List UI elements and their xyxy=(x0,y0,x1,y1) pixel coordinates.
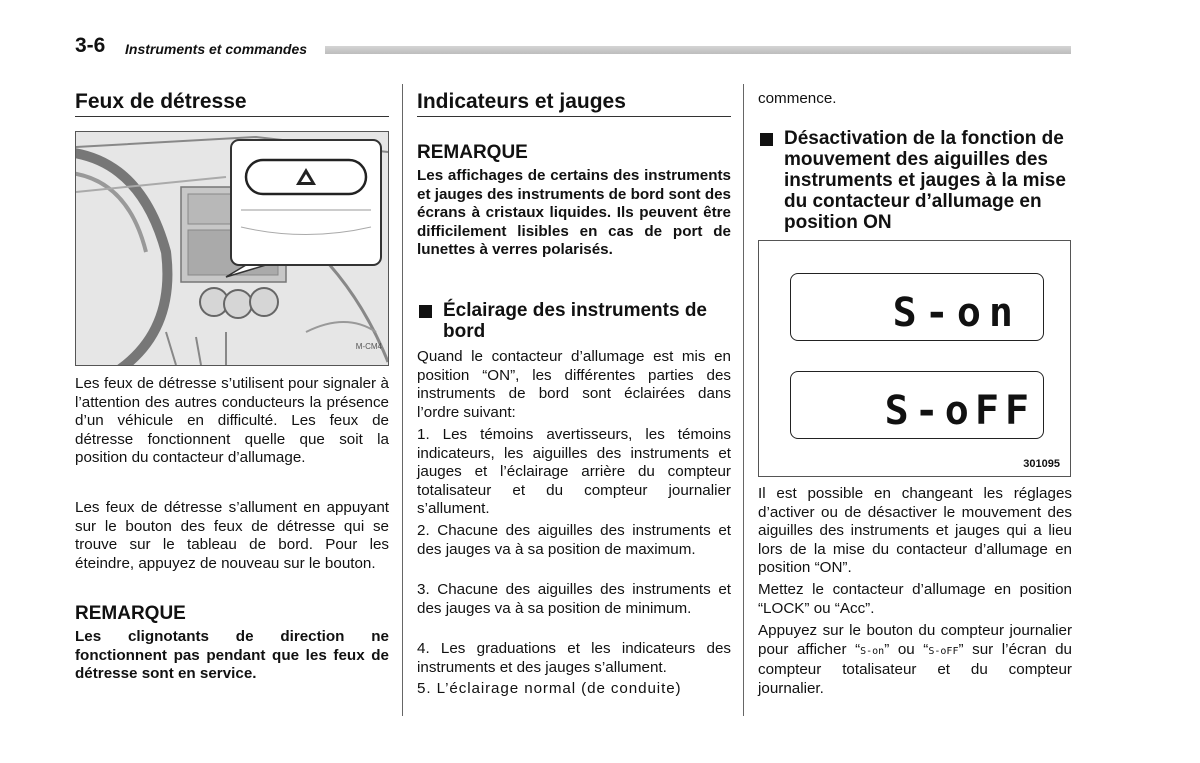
remark-heading: REMARQUE xyxy=(75,603,186,624)
remark-heading: REMARQUE xyxy=(417,142,528,163)
paragraph: Mettez le contacteur d’allumage en position “LOCK” ou “Acc”. xyxy=(758,581,1072,617)
paragraph: commence. xyxy=(758,90,837,107)
column-divider xyxy=(743,84,744,716)
square-bullet-icon xyxy=(760,133,773,146)
paragraph xyxy=(758,622,1072,698)
subheading-text: Désactivation de la fonction de mouvement des aiguilles des instruments et jauges à la mise du contacteur d’allumage en position ON xyxy=(784,128,1066,233)
remark-text: Les clignotants de direction ne fonctionnent pas pendant que les feux de détresse sont en service. xyxy=(75,628,389,683)
list-item: 2. Chacune des aiguilles des instruments et des jauges va à sa position de maximum. xyxy=(417,522,731,558)
paragraph: Les feux de détresse s’utilisent pour signaler à l’attention des autres conducteurs la présence d’un véhicule en difficulté. Les feux de détresse fonctionnent quelle que soit la position du contacteur d’allumage. xyxy=(75,375,389,467)
text-run: ” ou “ xyxy=(884,640,929,658)
hazard-switch-illustration xyxy=(75,131,389,366)
page-header xyxy=(75,34,1071,64)
lcd-inline-on: S-on xyxy=(860,645,885,657)
list-item: 3. Chacune des aiguilles des instruments et des jauges va à sa position de minimum. xyxy=(417,581,731,617)
section-name: Instruments et commandes xyxy=(125,41,308,57)
text-run: ” sur l’écran du compteur totalisateur et du compteur journalier. xyxy=(758,640,1072,697)
lcd-readout-on: S-on xyxy=(892,290,1021,336)
text-run: Appuyez sur le bouton du compteur journalier pour afficher “ xyxy=(758,622,1072,658)
section-title-hazard: Feux de détresse xyxy=(75,90,247,113)
subheading-text: Éclairage des instruments de bord xyxy=(443,300,707,342)
subheading-needle-sweep xyxy=(758,128,1072,233)
paragraph: Quand le contacteur d’allumage est mis en position “ON”, les différentes parties des instruments de bord sont éclairées dans l’ordre suivant: xyxy=(417,348,731,421)
lcd-readout-off: S-oFF xyxy=(884,388,1035,434)
lcd-screen-on xyxy=(790,273,1044,341)
list-item: 5. L’éclairage normal (de conduite) xyxy=(417,680,682,697)
paragraph: Les feux de détresse s’allument en appuyant sur le bouton des feux de détresse qui se trouve sur le tableau de bord. Pour les éteindre, appuyez de nouveau sur le bouton. xyxy=(75,499,389,572)
dashboard-drawing xyxy=(76,132,388,365)
lcd-segment-display xyxy=(791,372,1043,438)
paragraph: Il est possible en changeant les réglages d’activer ou de désactiver le mouvement des aiguilles des instruments et jauges qui a lieu lors de la mise du contacteur d’allumage en position “ON”. xyxy=(758,485,1072,577)
subheading-lighting xyxy=(417,300,731,342)
header-bar xyxy=(325,46,1071,54)
title-rule xyxy=(75,116,389,117)
figure-code: 301095 xyxy=(1023,458,1060,470)
section-title-gauges: Indicateurs et jauges xyxy=(417,90,626,113)
square-bullet-icon xyxy=(419,305,432,318)
page-number: 3-6 xyxy=(75,34,106,57)
figure-code: M-CM4 xyxy=(355,342,382,351)
lcd-segment-display xyxy=(791,274,1043,340)
list-item: 4. Les graduations et les indicateurs des instruments et des jauges s’allument. xyxy=(417,640,731,676)
lcd-screen-off xyxy=(790,371,1044,439)
list-item: 1. Les témoins avertisseurs, les témoins indicateurs, les aiguilles des instruments et jauges et l’éclairage arrière du compteur totalisateur et du compteur journalier s’allument. xyxy=(417,426,731,518)
column-divider xyxy=(402,84,403,716)
title-rule xyxy=(417,116,731,117)
lcd-display-illustration xyxy=(758,240,1071,477)
lcd-inline-off: S-oFF xyxy=(928,645,959,657)
remark-text: Les affichages de certains des instruments et jauges des instruments de bord sont des écrans à cristaux liquides. Ils peuvent être difficilement lisibles en cas de port de lunettes à verres polarisés. xyxy=(417,167,731,259)
